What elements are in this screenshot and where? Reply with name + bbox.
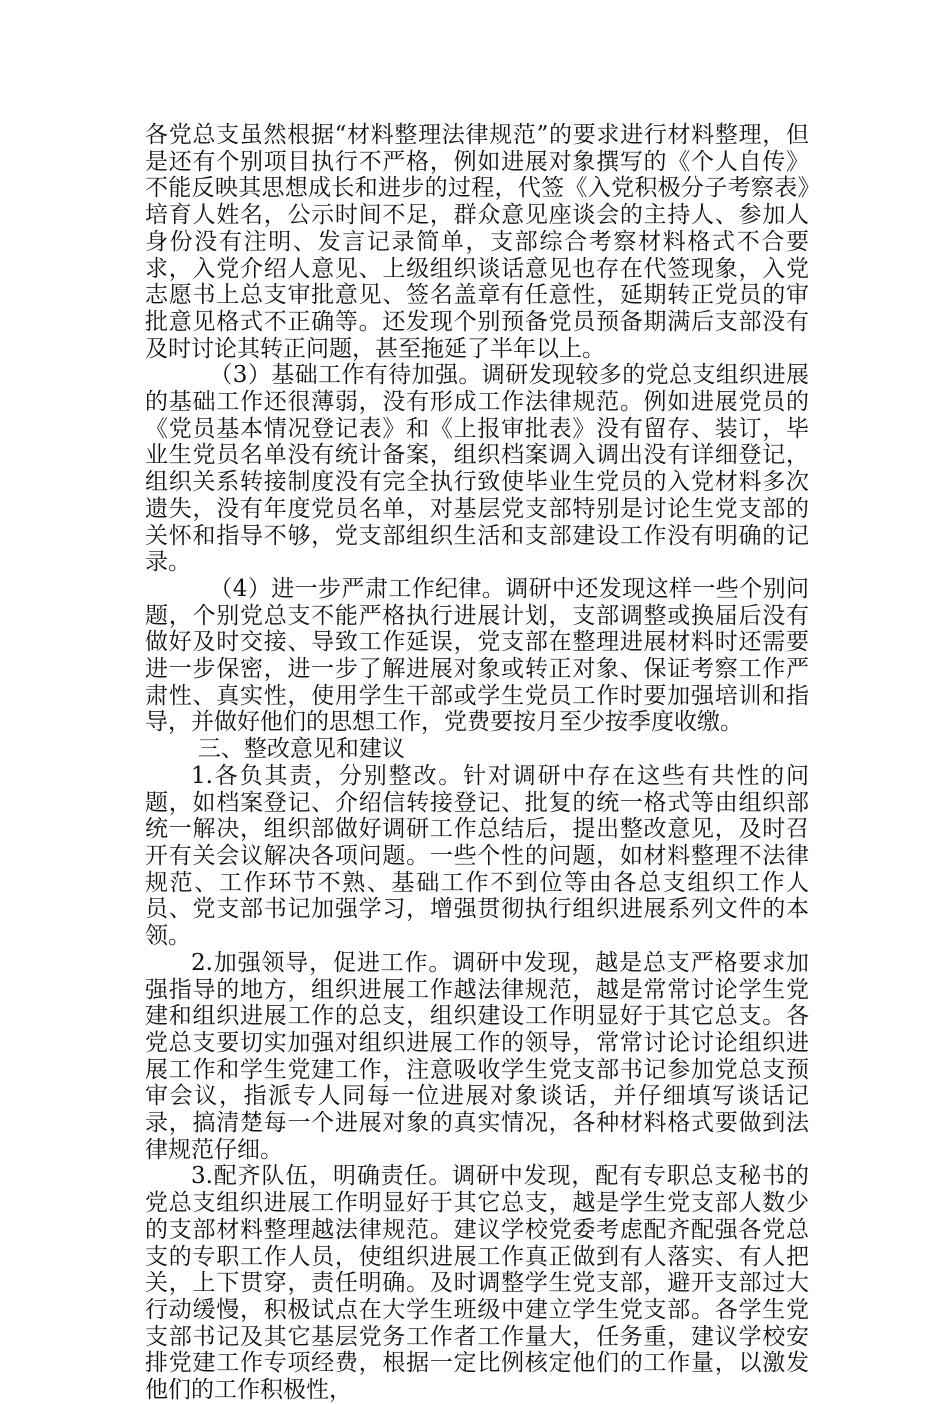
paragraph-leadership: 2.加强领导，促进工作。调研中发现，越是总支严格要求加强指导的地方，组织进展工作越法律规范，越是常常讨论学生党建和组织进展工作的总支，组织建设工作明显好于其它总支。各党总支要切实加强对组织进展工作的领导，常常讨论讨论组织进展工作和学生党建工作，注意吸收学生党支部书记参加党总支预审会议，指派专人同每一位进展对象谈话，并仔细填写谈话记录，搞清楚每一个进展对象的真实情况，各种材料格式要做到法律规范仔细。 — [145, 949, 809, 1163]
section-heading-rectification: 三、整改意见和建议 — [197, 736, 405, 763]
paragraph-material-issues: 各党总支虽然根据“材料整理法律规范”的要求进行材料整理，但是还有个别项目执行不严格，例如进展对象撰写的《个人自传》不能反映其思想成长和进步的过程，代签《入党积极分子考察表》培育人姓名，公示时间不足，群众意见座谈会的主持人、参加人身份没有注明、发言记录简单，支部综合考察材料格式不合要求，入党介绍人意见、上级组织谈话意见也存在代签现象，入党志愿书上总支审批意见、签名盖章有任意性，延期转正党员的审批意见格式不正确等。还发现个别预备党员预备期满后支部没有及时讨论其转正问题，甚至拖延了半年以上。 — [145, 122, 809, 362]
paragraph-staffing: 3.配齐队伍，明确责任。调研中发现，配有专职总支秘书的党总支组织进展工作明显好于其它总支，越是学生党支部人数少的支部材料整理越法律规范。建议学校党委考虑配齐配强各党总支的专职工作人员，使组织进展工作真正做到有人落实、有人把关，上下贯穿，责任明确。及时调整学生党支部，避开支部过大行动缓慢，积极试点在大学生班级中建立学生党支部。各学生党支部书记及其它基层党务工作者工作量大，任务重，建议学校安排党建工作专项经费，根据一定比例核定他们的工作量，以激发他们的工作积极性， — [145, 1163, 809, 1404]
paragraph-responsibility: 1.各负其责，分别整改。针对调研中存在这些有共性的问题，如档案登记、介绍信转接登记、批复的统一格式等由组织部统一解决，组织部做好调研工作总结后，提出整改意见，及时召开有关会议解决各项问题。一些个性的问题，如材料整理不法律规范、工作环节不熟、基础工作不到位等由各总支组织工作人员、党支部书记加强学习，增强贯彻执行组织进展系列文件的本领。 — [145, 762, 809, 950]
document-body — [145, 122, 809, 1404]
paragraph-work-discipline: （4）进一步严肃工作纪律。调研中还发现这样一些个别问题，个别党总支不能严格执行进展计划，支部调整或换届后没有做好及时交接、导致工作延误，党支部在整理进展材料时还需要进一步保密，进一步了解进展对象或转正对象、保证考察工作严肃性、真实性，使用学生干部或学生党员工作时要加强培训和指导，并做好他们的思想工作，党费要按月至少按季度收缴。 — [145, 575, 809, 736]
paragraph-basic-work: （3）基础工作有待加强。调研发现较多的党总支组织进展的基础工作还很薄弱，没有形成工作法律规范。例如进展党员的《党员基本情况登记表》和《上报审批表》没有留存、装订，毕业生党员名单没有统计备案，组织档案调入调出没有详细登记，组织关系转接制度没有完全执行致使毕业生党员的入党材料多次遗失，没有年度党员名单，对基层党支部特别是讨论生党支部的关怀和指导不够，党支部组织生活和支部建设工作没有明确的记录。 — [145, 362, 809, 576]
